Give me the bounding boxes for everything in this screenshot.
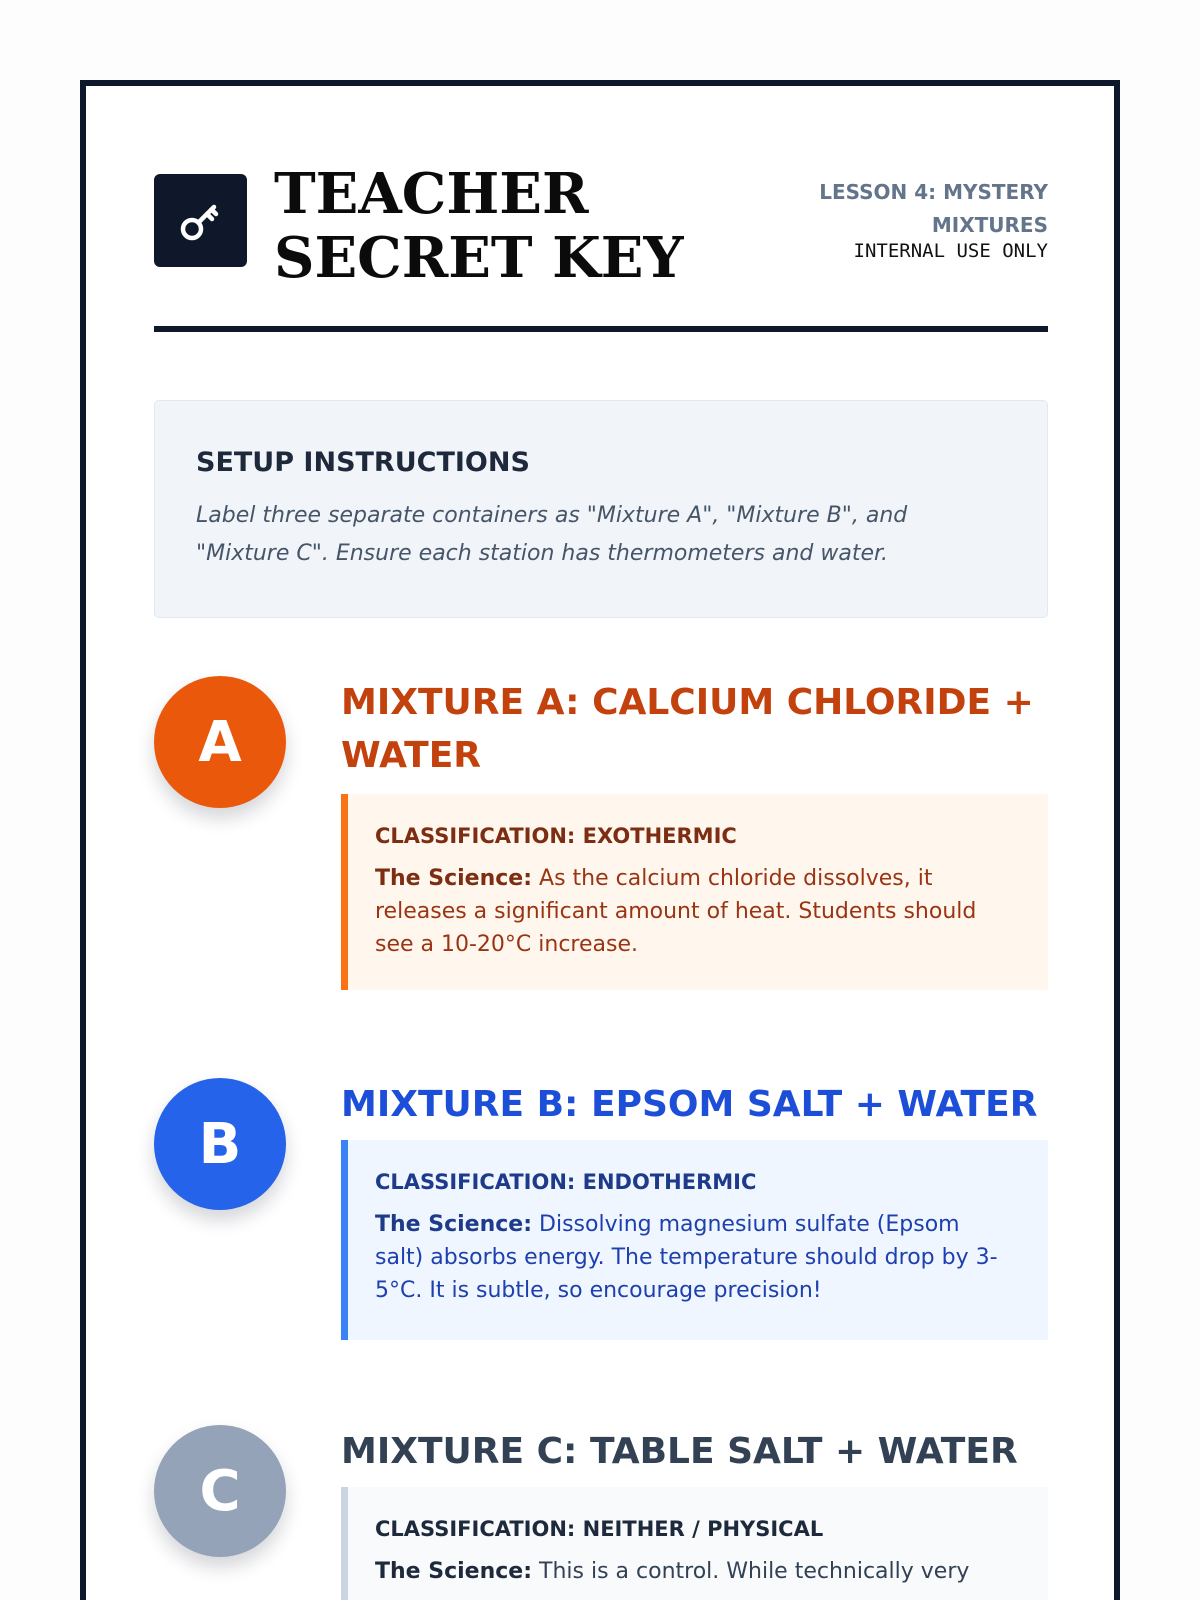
- key-icon: [176, 196, 226, 246]
- title-line-1: TEACHER: [274, 161, 589, 227]
- mixture-title: MIXTURE B: EPSOM SALT + WATER: [341, 1084, 1038, 1125]
- science-label: The Science:: [375, 1559, 533, 1584]
- mixture-info-box: [341, 1140, 1048, 1340]
- lesson-label: LESSON 4: MYSTERY MIXTURES: [819, 180, 1048, 237]
- title-line-2: SECRET KEY: [274, 225, 684, 291]
- science-text: Dissolving magnesium sulfate (Epsom salt) absorbs energy. The temperature should drop by 3-5°C. It is subtle, so encourage precision!: [375, 1212, 998, 1303]
- internal-use-note: INTERNAL USE ONLY: [853, 240, 1048, 262]
- mixture-classification: CLASSIFICATION: EXOTHERMIC: [375, 824, 737, 848]
- mixture-title: MIXTURE A: CALCIUM CHLORIDE + WATER: [341, 682, 1034, 776]
- mixture-title: MIXTURE C: TABLE SALT + WATER: [341, 1431, 1018, 1472]
- page-title: [274, 162, 734, 290]
- answer-key-sheet: [80, 80, 1120, 1600]
- mixture-letter: A: [198, 709, 242, 775]
- science-text: This is a control. While technically very: [532, 1559, 970, 1584]
- mixture-science: [375, 1208, 1012, 1307]
- page-header: [154, 161, 1048, 336]
- mixture-science: [375, 862, 1012, 961]
- mixture-letter: C: [199, 1458, 241, 1524]
- science-label: The Science:: [375, 1212, 533, 1237]
- header-meta: [768, 176, 1048, 263]
- science-label: The Science:: [375, 866, 533, 891]
- setup-text: Label three separate containers as "Mixture A", "Mixture B", and "Mixture C". Ensure each station has thermometers and water.: [196, 503, 908, 566]
- mixture-classification: CLASSIFICATION: ENDOTHERMIC: [375, 1170, 757, 1194]
- setup-heading: SETUP INSTRUCTIONS: [196, 447, 530, 478]
- setup-instructions-box: [154, 400, 1048, 618]
- mixture-info-box: [341, 794, 1048, 990]
- mixture-letter: B: [198, 1111, 242, 1177]
- mixture-badge-circle: [154, 676, 286, 808]
- mixture-science: [375, 1555, 1012, 1588]
- mixture-badge-circle: [154, 1078, 286, 1210]
- science-text: As the calcium chloride dissolves, it releases a significant amount of heat. Students should see a 10-20°C increase.: [375, 866, 977, 957]
- mixture-badge-circle: [154, 1425, 286, 1557]
- mixture-classification: CLASSIFICATION: NEITHER / PHYSICAL: [375, 1517, 824, 1541]
- key-badge: [154, 174, 247, 267]
- mixture-info-box: [341, 1487, 1048, 1600]
- header-divider: [154, 326, 1048, 332]
